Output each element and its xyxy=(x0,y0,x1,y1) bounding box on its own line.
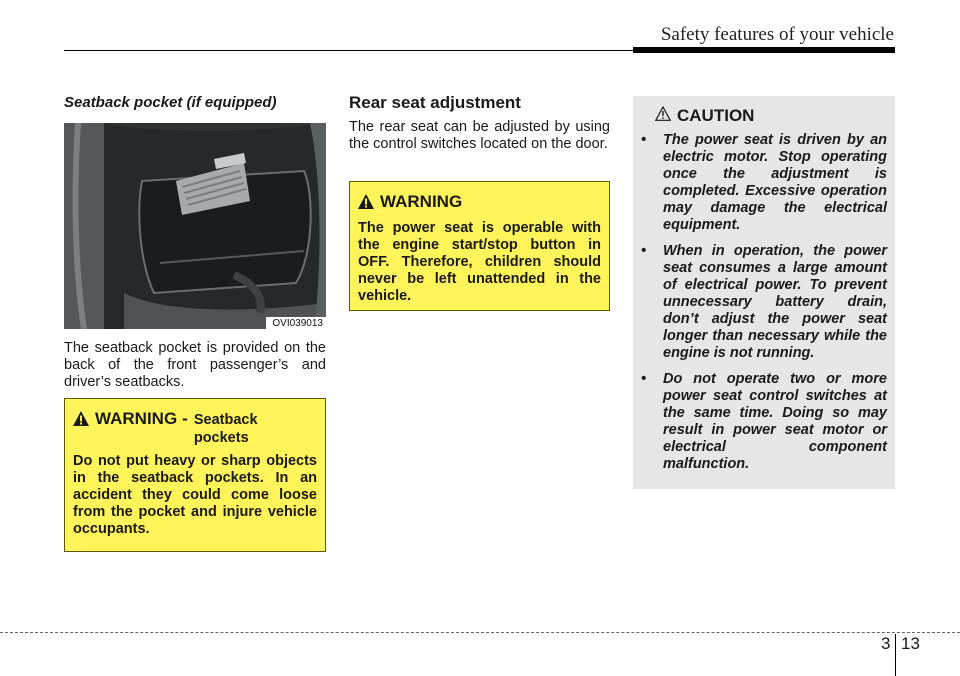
seatback-illustration xyxy=(64,123,326,329)
power-seat-warning-title: WARNING xyxy=(380,192,463,211)
caution-item xyxy=(641,371,887,473)
seatback-pocket-photo xyxy=(64,123,326,329)
warning-icon xyxy=(358,194,374,214)
section-title: Safety features of your vehicle xyxy=(660,24,894,45)
page-number: 13 xyxy=(901,634,920,653)
power-seat-warning-box xyxy=(349,181,610,311)
caution-icon xyxy=(655,106,671,126)
footer-rule xyxy=(0,632,960,633)
page-number-separator xyxy=(895,634,896,676)
bullet: • xyxy=(641,371,647,387)
caution-item-text: The power seat is driven by an electric motor. Stop operating once the adjustment is completed. Excessive operation may damage the electrical equipment. xyxy=(663,132,887,233)
seatback-warning-dash: - xyxy=(182,409,188,428)
caution-header xyxy=(655,106,887,126)
bullet: • xyxy=(641,243,647,259)
photo-code: OVI039013 xyxy=(266,317,326,329)
chapter-number: 3 xyxy=(881,634,891,653)
caution-list xyxy=(641,132,887,473)
caution-item-text: Do not operate two or more power seat control switches at the same time. Doing so may result in power seat motor or electrical component malfunction. xyxy=(663,371,887,472)
seatback-warning-box xyxy=(64,398,326,552)
seatback-warning-title: WARNING xyxy=(95,409,178,428)
caution-box xyxy=(633,96,895,489)
rear-seat-heading: Rear seat adjustment xyxy=(349,93,521,112)
power-seat-warning-header xyxy=(358,192,601,214)
header-bar xyxy=(633,47,895,53)
caution-item xyxy=(641,243,887,362)
caution-item xyxy=(641,132,887,234)
caution-item-text: When in operation, the power seat consumes a large amount of electrical power. To prevent unnecessary battery drain, don’t adjust the power seat longer than necessary while the engine is not running. xyxy=(663,243,887,361)
seatback-warning-header xyxy=(73,409,317,447)
seatback-warning-text: Do not put heavy or sharp objects in the seatback pockets. In an accident they could come loose from the pocket and injure vehicle occupants. xyxy=(73,453,317,537)
seatback-pocket-body: The seatback pocket is provided on the back of the front passenger’s and driver’s seatbacks. xyxy=(64,340,326,390)
caution-title: CAUTION xyxy=(677,106,755,125)
header-rule xyxy=(64,50,633,51)
rear-seat-body: The rear seat can be adjusted by using the control switches located on the door. xyxy=(349,119,610,152)
bullet: • xyxy=(641,132,647,148)
seatback-warning-subtitle: Seatback pockets xyxy=(193,412,258,446)
warning-icon xyxy=(73,411,89,431)
seatback-pocket-subhead: Seatback pocket (if equipped) xyxy=(64,94,277,111)
power-seat-warning-text: The power seat is operable with the engine start/stop button in OFF. Therefore, children should never be left unattended in the vehicle. xyxy=(358,220,601,304)
